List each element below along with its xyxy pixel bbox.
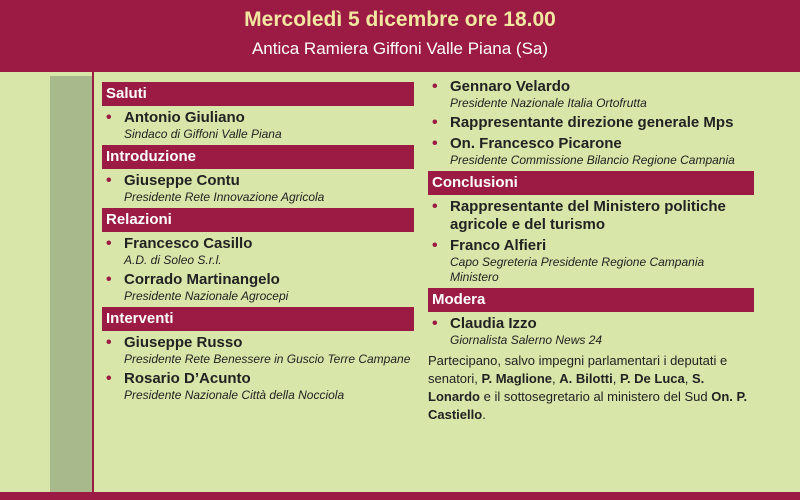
speaker-name: Antonio Giuliano [124,109,245,126]
bullet-icon: • [106,271,112,288]
speaker-role: Presidente Commissione Bilancio Regione Campania [450,153,735,167]
participant-name: On. P. Castiello [428,389,748,422]
list-item [428,78,754,111]
list-item [428,114,754,132]
bullet-icon: • [432,237,438,254]
bullet-icon: • [432,198,438,215]
participant-name: P. De Luca [619,371,685,386]
section-saluti: Saluti [102,82,414,106]
event-date: Mercoledì 5 dicembre ore 18.00 [244,8,556,31]
note-text: Partecipano, salvo impegni parlamentari i deputati e senatori, [428,353,728,386]
section-conclusioni: Conclusioni [428,171,754,195]
speaker-role: Sindaco di Giffoni Valle Piana [124,127,282,141]
bottom-border [0,492,800,500]
right-column [428,78,754,424]
section-modera: Modera [428,288,754,312]
speaker-role: Presidente Rete Innovazione Agricola [124,190,325,204]
speaker-role: Presidente Nazionale Città della Nocciola [124,388,345,402]
bullet-icon: • [106,370,112,387]
program-body [94,72,800,500]
list-item [102,271,414,304]
left-strip-panel [50,76,92,500]
speaker-name: Rosario D’Acunto [124,370,251,387]
section-relazioni: Relazioni [102,208,414,232]
speaker-name: Franco Alfieri [450,237,547,254]
note-separator: , [684,371,692,386]
speaker-role: Presidente Nazionale Agrocepi [124,289,289,303]
speaker-name: Francesco Casillo [124,235,253,252]
participants-note [428,352,754,424]
note-text: . [482,407,486,422]
speaker-name: Rappresentante direzione generale Mps [450,114,734,131]
note-separator: , [552,371,560,386]
list-item [428,315,754,348]
bullet-icon: • [106,109,112,126]
speaker-name: Rappresentante del Ministero politiche agricole e del turismo [450,198,726,233]
header-banner [0,0,800,72]
section-interventi: Interventi [102,307,414,331]
left-decorative-strip [0,72,94,500]
list-item [102,109,414,142]
participant-name: S. Lonardo [428,371,705,404]
speaker-role: Giornalista Salerno News 24 [450,333,603,347]
list-item [428,237,754,285]
speaker-name: Gennaro Velardo [450,78,571,95]
list-item [428,135,754,168]
speaker-role: A.D. di Soleo S.r.l. [124,253,222,267]
speaker-name: Corrado Martinangelo [124,271,280,288]
list-item [102,235,414,268]
speaker-name: Claudia Izzo [450,315,537,332]
speaker-name: Giuseppe Russo [124,334,243,351]
speaker-role: Capo Segreteria Presidente Regione Campania Ministero [450,255,705,284]
participant-name: A. Bilotti [559,371,613,386]
bullet-icon: • [432,114,438,131]
speaker-name: On. Francesco Picarone [450,135,622,152]
bullet-icon: • [106,172,112,189]
speaker-role: Presidente Rete Benessere in Guscio Terre Campane [124,352,411,366]
list-item [102,370,414,403]
list-item [102,172,414,205]
left-column [102,82,414,406]
note-text: e il sottosegretario al ministero del Sud [480,389,712,404]
bullet-icon: • [106,334,112,351]
speaker-name: Giuseppe Contu [124,172,240,189]
bullet-icon: • [106,235,112,252]
speaker-role: Presidente Nazionale Italia Ortofrutta [450,96,647,110]
participant-name: P. Maglione [481,371,553,386]
note-separator: , [612,371,620,386]
event-place: Antica Ramiera Giffoni Valle Piana (Sa) [251,39,549,58]
section-introduzione: Introduzione [102,145,414,169]
bullet-icon: • [432,78,438,95]
list-item [102,334,414,367]
bullet-icon: • [432,315,438,332]
list-item [428,198,754,234]
bullet-icon: • [432,135,438,152]
